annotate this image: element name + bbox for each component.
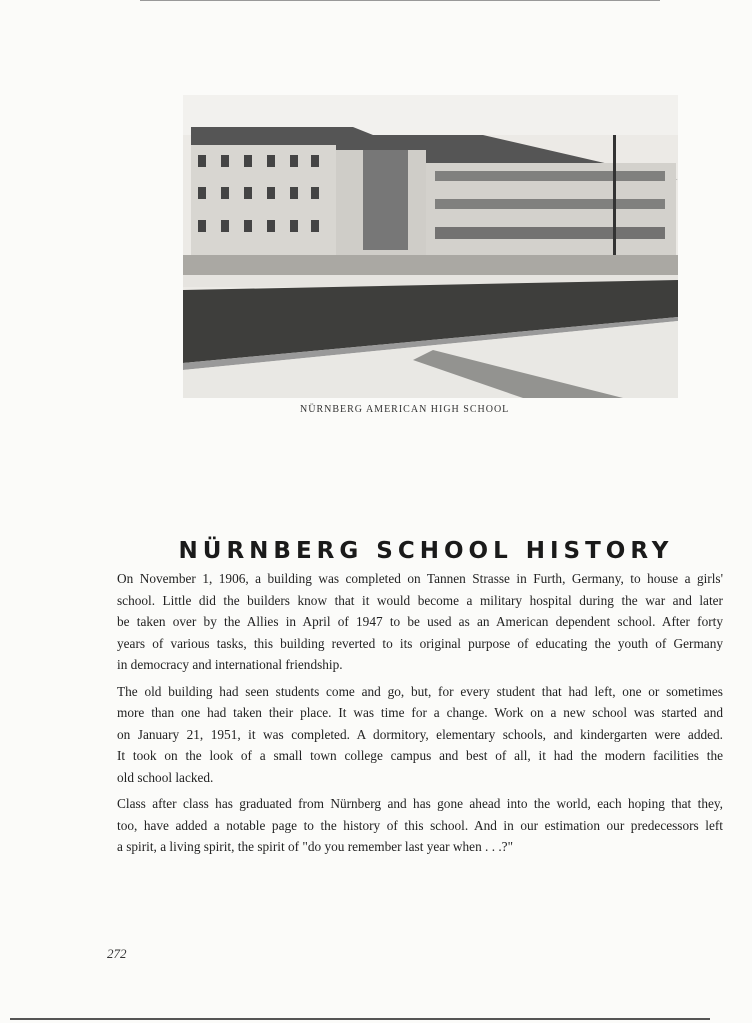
- paragraph-2: [117, 681, 723, 789]
- text-line: be taken over by the Allies in April of 1947 to be used as an American dependent school. After forty: [117, 614, 723, 629]
- photo-caption: NÜRNBERG AMERICAN HIGH SCHOOL: [300, 404, 510, 415]
- text-line: old school lacked.: [117, 769, 214, 785]
- text-line: a spirit, a living spirit, the spirit of "do you remember last year when . . .?": [117, 839, 514, 854]
- page-title: NÜRNBERG SCHOOL HISTORY: [178, 538, 674, 564]
- scan-edge-line: [140, 0, 660, 1]
- text-line: on January 21, 1951, it was completed. A dormitory, elementary schools, and kindergarten were added.: [117, 726, 723, 742]
- text-line: On November 1, 1906, a building was completed on Tannen Strasse in Furth, Germany, to house a girls': [117, 571, 723, 586]
- paragraph-1: [117, 568, 723, 676]
- history-text: [117, 568, 723, 863]
- school-building-photo: [183, 95, 678, 398]
- text-line: in democracy and international friendship.: [117, 657, 343, 672]
- page-number: 272: [107, 946, 127, 961]
- text-line: too, have added a notable page to the history of this school. And in our estimation our predecessors left: [117, 817, 723, 833]
- text-line: It took on the look of a small town college campus and best of all, it had the modern facilities the: [117, 748, 723, 763]
- text-line: school. Little did the builders know that it would become a military hospital during the war and later: [117, 592, 723, 608]
- text-line: years of various tasks, this building reverted to its original purpose of educating the youth of Germany: [117, 635, 723, 651]
- paragraph-3: [117, 793, 723, 858]
- text-line: The old building had seen students come and go, but, for every student that had left, one or sometimes: [117, 683, 723, 699]
- text-line: Class after class has graduated from Nürnberg and has gone ahead into the world, each hoping that they,: [117, 796, 723, 811]
- scan-edge-line: [10, 1018, 710, 1020]
- text-line: more than one had taken their place. It was time for a change. Work on a new school was started and: [117, 705, 723, 720]
